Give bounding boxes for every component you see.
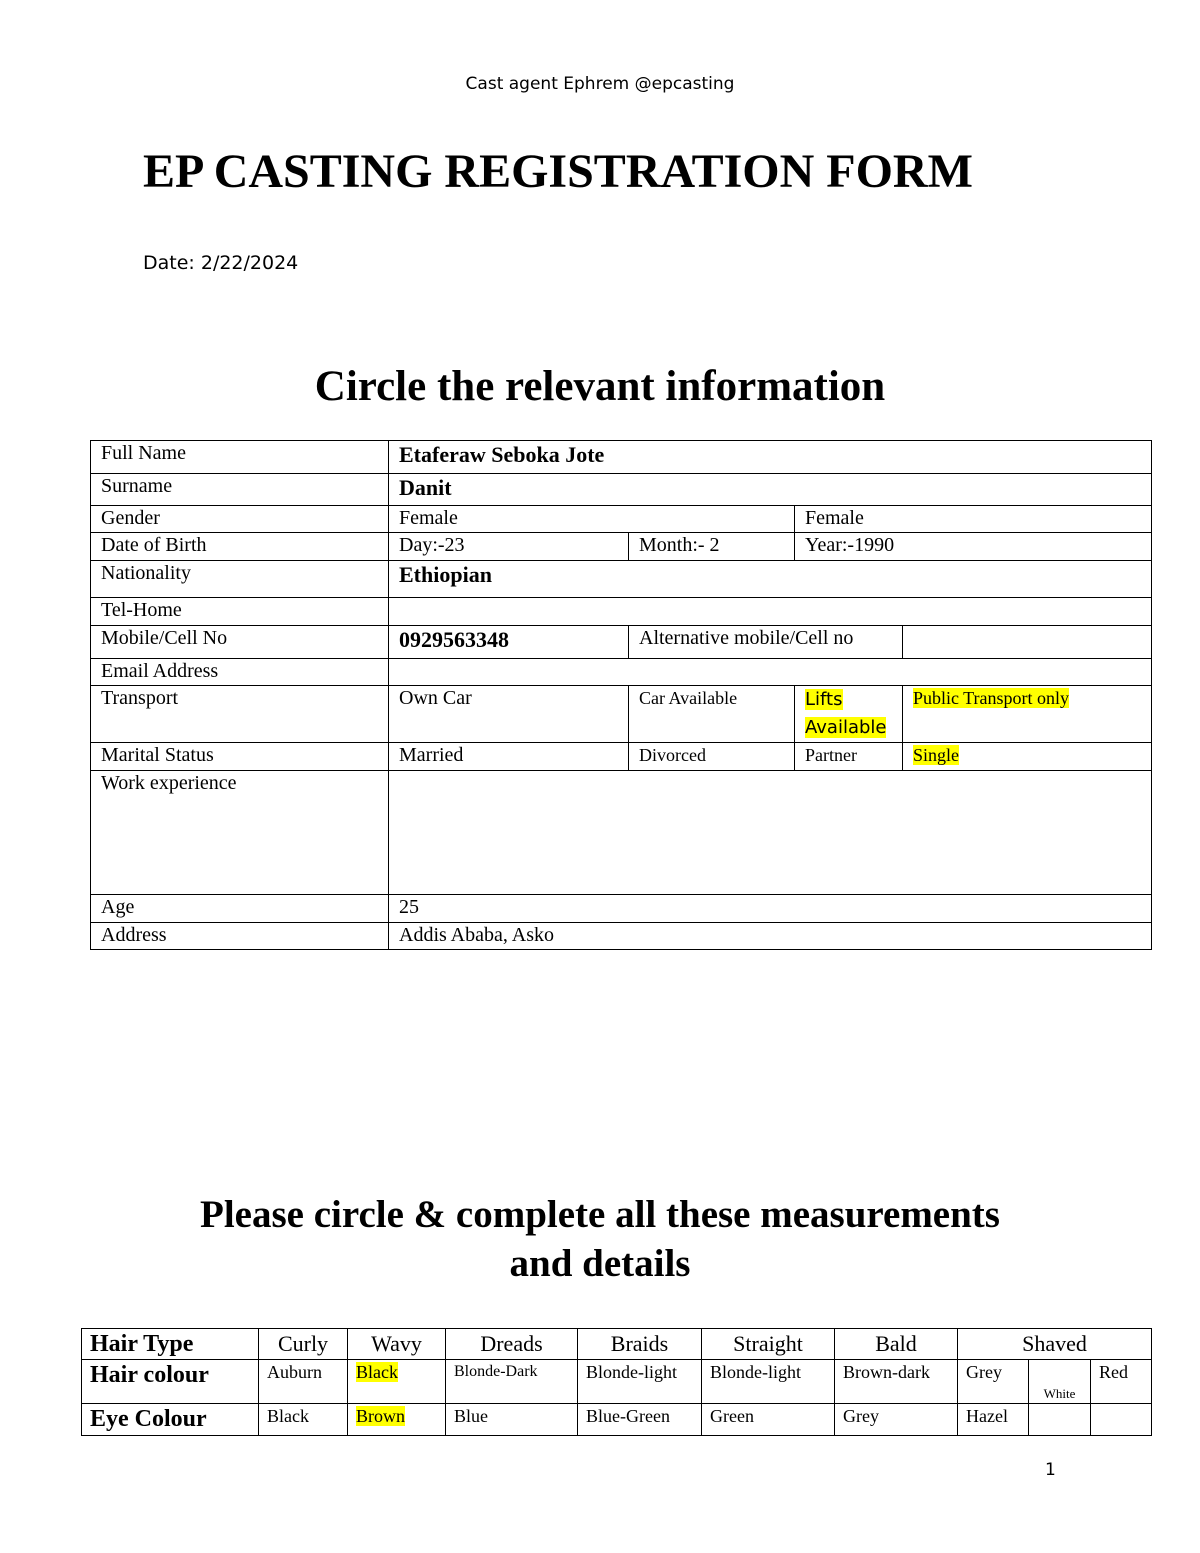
alt-mobile-value <box>903 626 1152 659</box>
hair-colour-brown-dark: Brown-dark <box>835 1360 958 1404</box>
full-name-label: Full Name <box>91 441 389 474</box>
eye-colour-brown: Brown <box>356 1406 405 1426</box>
hair-type-straight: Straight <box>702 1329 835 1360</box>
surname-label: Surname <box>91 474 389 506</box>
hair-type-label: Hair Type <box>82 1329 259 1360</box>
alt-mobile-label: Alternative mobile/Cell no <box>629 626 903 659</box>
hair-type-curly: Curly <box>259 1329 348 1360</box>
dob-month: Month:- 2 <box>629 533 795 561</box>
gender-option-1: Female <box>389 506 795 533</box>
header-note: Cast agent Ephrem @epcasting <box>465 74 735 94</box>
transport-own-car: Own Car <box>389 686 629 743</box>
marital-partner: Partner <box>795 743 903 771</box>
transport-public-only: Public Transport only <box>913 688 1070 708</box>
transport-label: Transport <box>91 686 389 743</box>
section-title-info: Circle the relevant information <box>314 363 886 410</box>
hair-type-dreads: Dreads <box>446 1329 578 1360</box>
eye-colour-black: Black <box>259 1404 348 1436</box>
hair-type-bald: Bald <box>835 1329 958 1360</box>
gender-option-2: Female <box>795 506 1152 533</box>
eye-colour-blue: Blue <box>446 1404 578 1436</box>
dob-label: Date of Birth <box>91 533 389 561</box>
full-name-value: Etaferaw Seboka Jote <box>389 441 1152 474</box>
work-experience-value <box>389 771 1152 895</box>
address-label: Address <box>91 923 389 950</box>
hair-colour-blonde-dark: Blonde-Dark <box>446 1360 578 1404</box>
section-title-line-2: and details <box>509 1242 691 1285</box>
eye-colour-grey: Grey <box>835 1404 958 1436</box>
section-title-measurements <box>0 1190 1200 1288</box>
hair-colour-label: Hair colour <box>82 1360 259 1404</box>
transport-car-available: Car Available <box>629 686 795 743</box>
nationality-label: Nationality <box>91 561 389 598</box>
age-value: 25 <box>389 895 1152 923</box>
tel-home-label: Tel-Home <box>91 598 389 626</box>
hair-type-wavy: Wavy <box>348 1329 446 1360</box>
hair-colour-auburn: Auburn <box>259 1360 348 1404</box>
marital-single: Single <box>913 745 960 765</box>
eye-colour-hazel: Hazel <box>958 1404 1029 1436</box>
transport-lifts-available: Lifts Available <box>805 689 887 738</box>
page-number: 1 <box>1045 1460 1056 1480</box>
gender-label: Gender <box>91 506 389 533</box>
mobile-label: Mobile/Cell No <box>91 626 389 659</box>
measurements-table <box>81 1328 1152 1436</box>
hair-type-braids: Braids <box>578 1329 702 1360</box>
marital-married: Married <box>389 743 629 771</box>
work-experience-label: Work experience <box>91 771 389 895</box>
dob-day: Day:-23 <box>389 533 629 561</box>
mobile-value: 0929563348 <box>389 626 629 659</box>
form-date: Date: 2/22/2024 <box>143 252 299 274</box>
hair-colour-black: Black <box>356 1362 398 1382</box>
dob-year: Year:-1990 <box>795 533 1152 561</box>
age-label: Age <box>91 895 389 923</box>
marital-status-label: Marital Status <box>91 743 389 771</box>
marital-divorced: Divorced <box>629 743 795 771</box>
email-value <box>389 659 1152 686</box>
registration-info-table <box>90 440 1152 950</box>
hair-colour-blonde-light-1: Blonde-light <box>578 1360 702 1404</box>
eye-colour-label: Eye Colour <box>82 1404 259 1436</box>
eye-colour-empty-2 <box>1091 1404 1152 1436</box>
eye-colour-empty-1 <box>1029 1404 1091 1436</box>
page-title: EP CASTING REGISTRATION FORM <box>143 145 973 198</box>
hair-colour-blonde-light-2: Blonde-light <box>702 1360 835 1404</box>
tel-home-value <box>389 598 1152 626</box>
email-label: Email Address <box>91 659 389 686</box>
hair-type-shaved: Shaved <box>958 1329 1152 1360</box>
hair-colour-grey: Grey <box>958 1360 1029 1404</box>
nationality-value: Ethiopian <box>389 561 1152 598</box>
eye-colour-blue-green: Blue-Green <box>578 1404 702 1436</box>
address-value: Addis Ababa, Asko <box>389 923 1152 950</box>
eye-colour-green: Green <box>702 1404 835 1436</box>
hair-colour-red: Red <box>1091 1360 1152 1404</box>
hair-colour-white: White <box>1029 1360 1091 1404</box>
surname-value: Danit <box>389 474 1152 506</box>
section-title-line-1: Please circle & complete all these measurements <box>200 1193 1000 1236</box>
